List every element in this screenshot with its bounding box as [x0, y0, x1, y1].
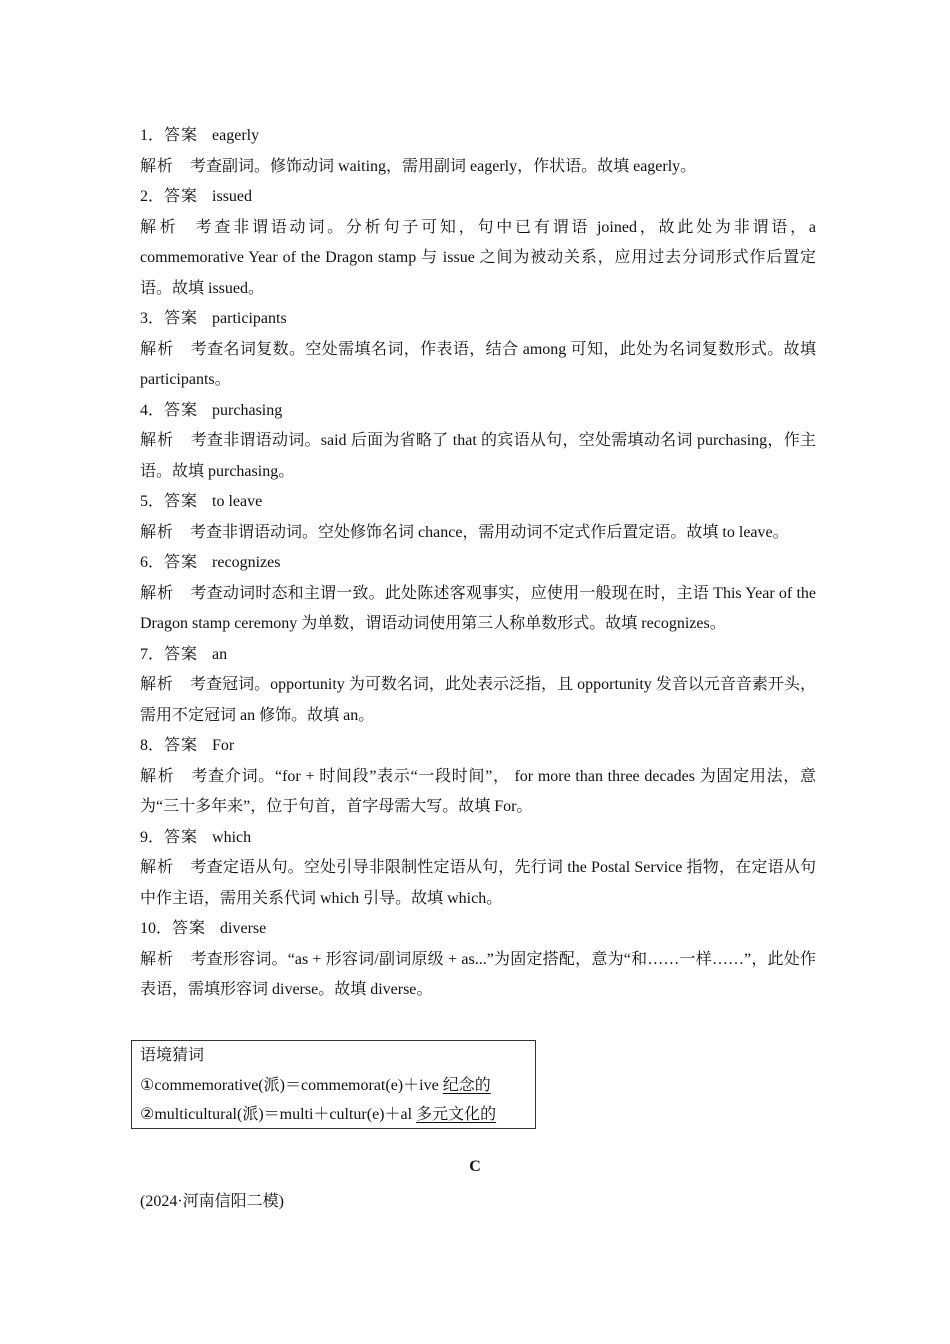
explanation: [140, 518, 816, 549]
answer-line: [140, 548, 816, 579]
answer-text: eagerly: [212, 127, 260, 144]
item-number: 4．: [140, 401, 165, 419]
answer-item: [140, 640, 816, 732]
item-number: 6．: [140, 554, 165, 571]
answer-text: For: [212, 737, 235, 754]
explanation-text: 考查非谓语动词。分析句子可知，句中已有谓语 joined，故此处为非谓语，a commemorative Year of the Dragon stamp 与 issue 之间为被动关系，应用过去分词形式作后置定语。故填 issued。: [140, 218, 816, 297]
answer-label: 答案: [164, 401, 199, 419]
explanation-label: 解析: [140, 584, 175, 602]
answer-text: an: [212, 645, 228, 663]
explanation-text: 考查介词。“for + 时间段”表示“一段时间”， for more than three decades 为固定用法，意为“三十多年来”，位于句首，首字母需大写。故填 For。: [140, 767, 816, 815]
item-number: 2．: [140, 188, 165, 205]
vocab-title: 语境猜词: [140, 1047, 205, 1064]
explanation-text: 考查定语从句。空处引导非限制性定语从句，先行词 the Postal Service 指物，在定语从句中作主语，需用关系代词 which 引导。故填 which。: [140, 859, 816, 907]
item-number: 7．: [140, 645, 165, 663]
vocab-meaning: 纪念的: [442, 1076, 491, 1094]
answer-label: 答案: [164, 645, 199, 663]
item-number: 5．: [140, 493, 165, 510]
answer-line: [140, 823, 816, 854]
answer-label: 答案: [164, 554, 199, 571]
vocab-entry: [140, 1071, 535, 1101]
answer-text: diverse: [220, 920, 267, 937]
answer-line: [140, 914, 816, 945]
vocab-entry: [140, 1100, 535, 1130]
answer-item: [140, 396, 816, 488]
explanation: [140, 335, 816, 396]
answer-item: [140, 121, 816, 182]
explanation-text: 考查非谓语动词。空处修饰名词 chance，需用动词不定式作后置定语。故填 to leave。: [190, 523, 789, 541]
explanation-label: 解析: [140, 340, 175, 358]
explanation: [140, 853, 816, 914]
item-number: 9．: [140, 828, 165, 846]
vocab-formula: ②multicultural(派)＝multi＋cultur(e)＋al: [140, 1106, 417, 1123]
explanation-label: 解析: [140, 157, 175, 175]
explanation-label: 解析: [140, 859, 175, 876]
explanation: [140, 152, 816, 183]
answer-text: recognizes: [212, 554, 281, 571]
vocab-box: [131, 1040, 536, 1129]
explanation-label: 解析: [140, 523, 175, 541]
answer-label: 答案: [172, 920, 207, 937]
answer-item: [140, 823, 816, 915]
answer-list: [140, 121, 816, 1006]
explanation-text: 考查副词。修饰动词 waiting，需用副词 eagerly，作状语。故填 eagerly。: [190, 157, 697, 175]
answer-text: purchasing: [212, 401, 283, 419]
explanation-text: 考查形容词。“as + 形容词/副词原级 + as...”为固定搭配，意为“和……一样……”，此处作表语，需填形容词 diverse。故填 diverse。: [140, 950, 816, 998]
answer-label: 答案: [164, 493, 199, 510]
item-number: 8．: [140, 737, 165, 754]
answer-line: [140, 487, 816, 518]
explanation-label: 解析: [140, 432, 175, 449]
item-number: 3．: [140, 310, 165, 327]
explanation: [140, 762, 816, 823]
vocab-formula: ①commemorative(派)＝commemorat(e)＋ive: [140, 1076, 443, 1094]
explanation-text: 考查动词时态和主谓一致。此处陈述客观事实，应使用一般现在时，主语 This Year of the Dragon stamp ceremony 为单数，谓语动词使用第三人称单数形式。故填 recognizes。: [140, 584, 816, 632]
answer-label: 答案: [164, 737, 199, 754]
answer-line: [140, 396, 816, 427]
explanation-label: 解析: [140, 950, 175, 968]
answer-item: [140, 487, 816, 548]
answer-line: [140, 640, 816, 671]
explanation-label: 解析: [140, 218, 180, 236]
answer-label: 答案: [164, 127, 199, 144]
section-heading: C: [469, 1158, 481, 1175]
answer-item: [140, 914, 816, 1006]
answer-text: which: [212, 828, 252, 846]
answer-line: [140, 182, 816, 213]
explanation: [140, 670, 816, 731]
vocab-meaning: 多元文化的: [416, 1106, 497, 1123]
answer-text: participants: [212, 310, 287, 327]
answer-line: [140, 731, 816, 762]
answer-item: [140, 548, 816, 640]
explanation-label: 解析: [140, 767, 176, 785]
explanation: [140, 213, 816, 305]
item-number: 1．: [140, 127, 165, 144]
answer-line: [140, 121, 816, 152]
explanation-text: 考查非谓语动词。said 后面为省略了 that 的宾语从句，空处需填动名词 purchasing，作主语。故填 purchasing。: [140, 432, 816, 480]
answer-item: [140, 304, 816, 396]
answer-label: 答案: [164, 188, 199, 205]
source-note: (2024·河南信阳二模): [140, 1193, 284, 1210]
item-number: 10．: [140, 920, 173, 937]
explanation: [140, 579, 816, 640]
answer-text: to leave: [212, 493, 263, 510]
answer-label: 答案: [164, 828, 199, 846]
answer-line: [140, 304, 816, 335]
explanation-text: 考查冠词。opportunity 为可数名词，此处表示泛指，且 opportunity 发音以元音音素开头，需用不定冠词 an 修饰。故填 an。: [140, 676, 816, 724]
explanation: [140, 426, 816, 487]
explanation-label: 解析: [140, 676, 175, 693]
answer-item: [140, 731, 816, 823]
explanation: [140, 945, 816, 1006]
explanation-text: 考查名词复数。空处需填名词，作表语，结合 among 可知，此处为名词复数形式。故填 participants。: [140, 340, 816, 388]
answer-text: issued: [212, 188, 253, 205]
answer-item: [140, 182, 816, 304]
answer-label: 答案: [164, 310, 199, 327]
